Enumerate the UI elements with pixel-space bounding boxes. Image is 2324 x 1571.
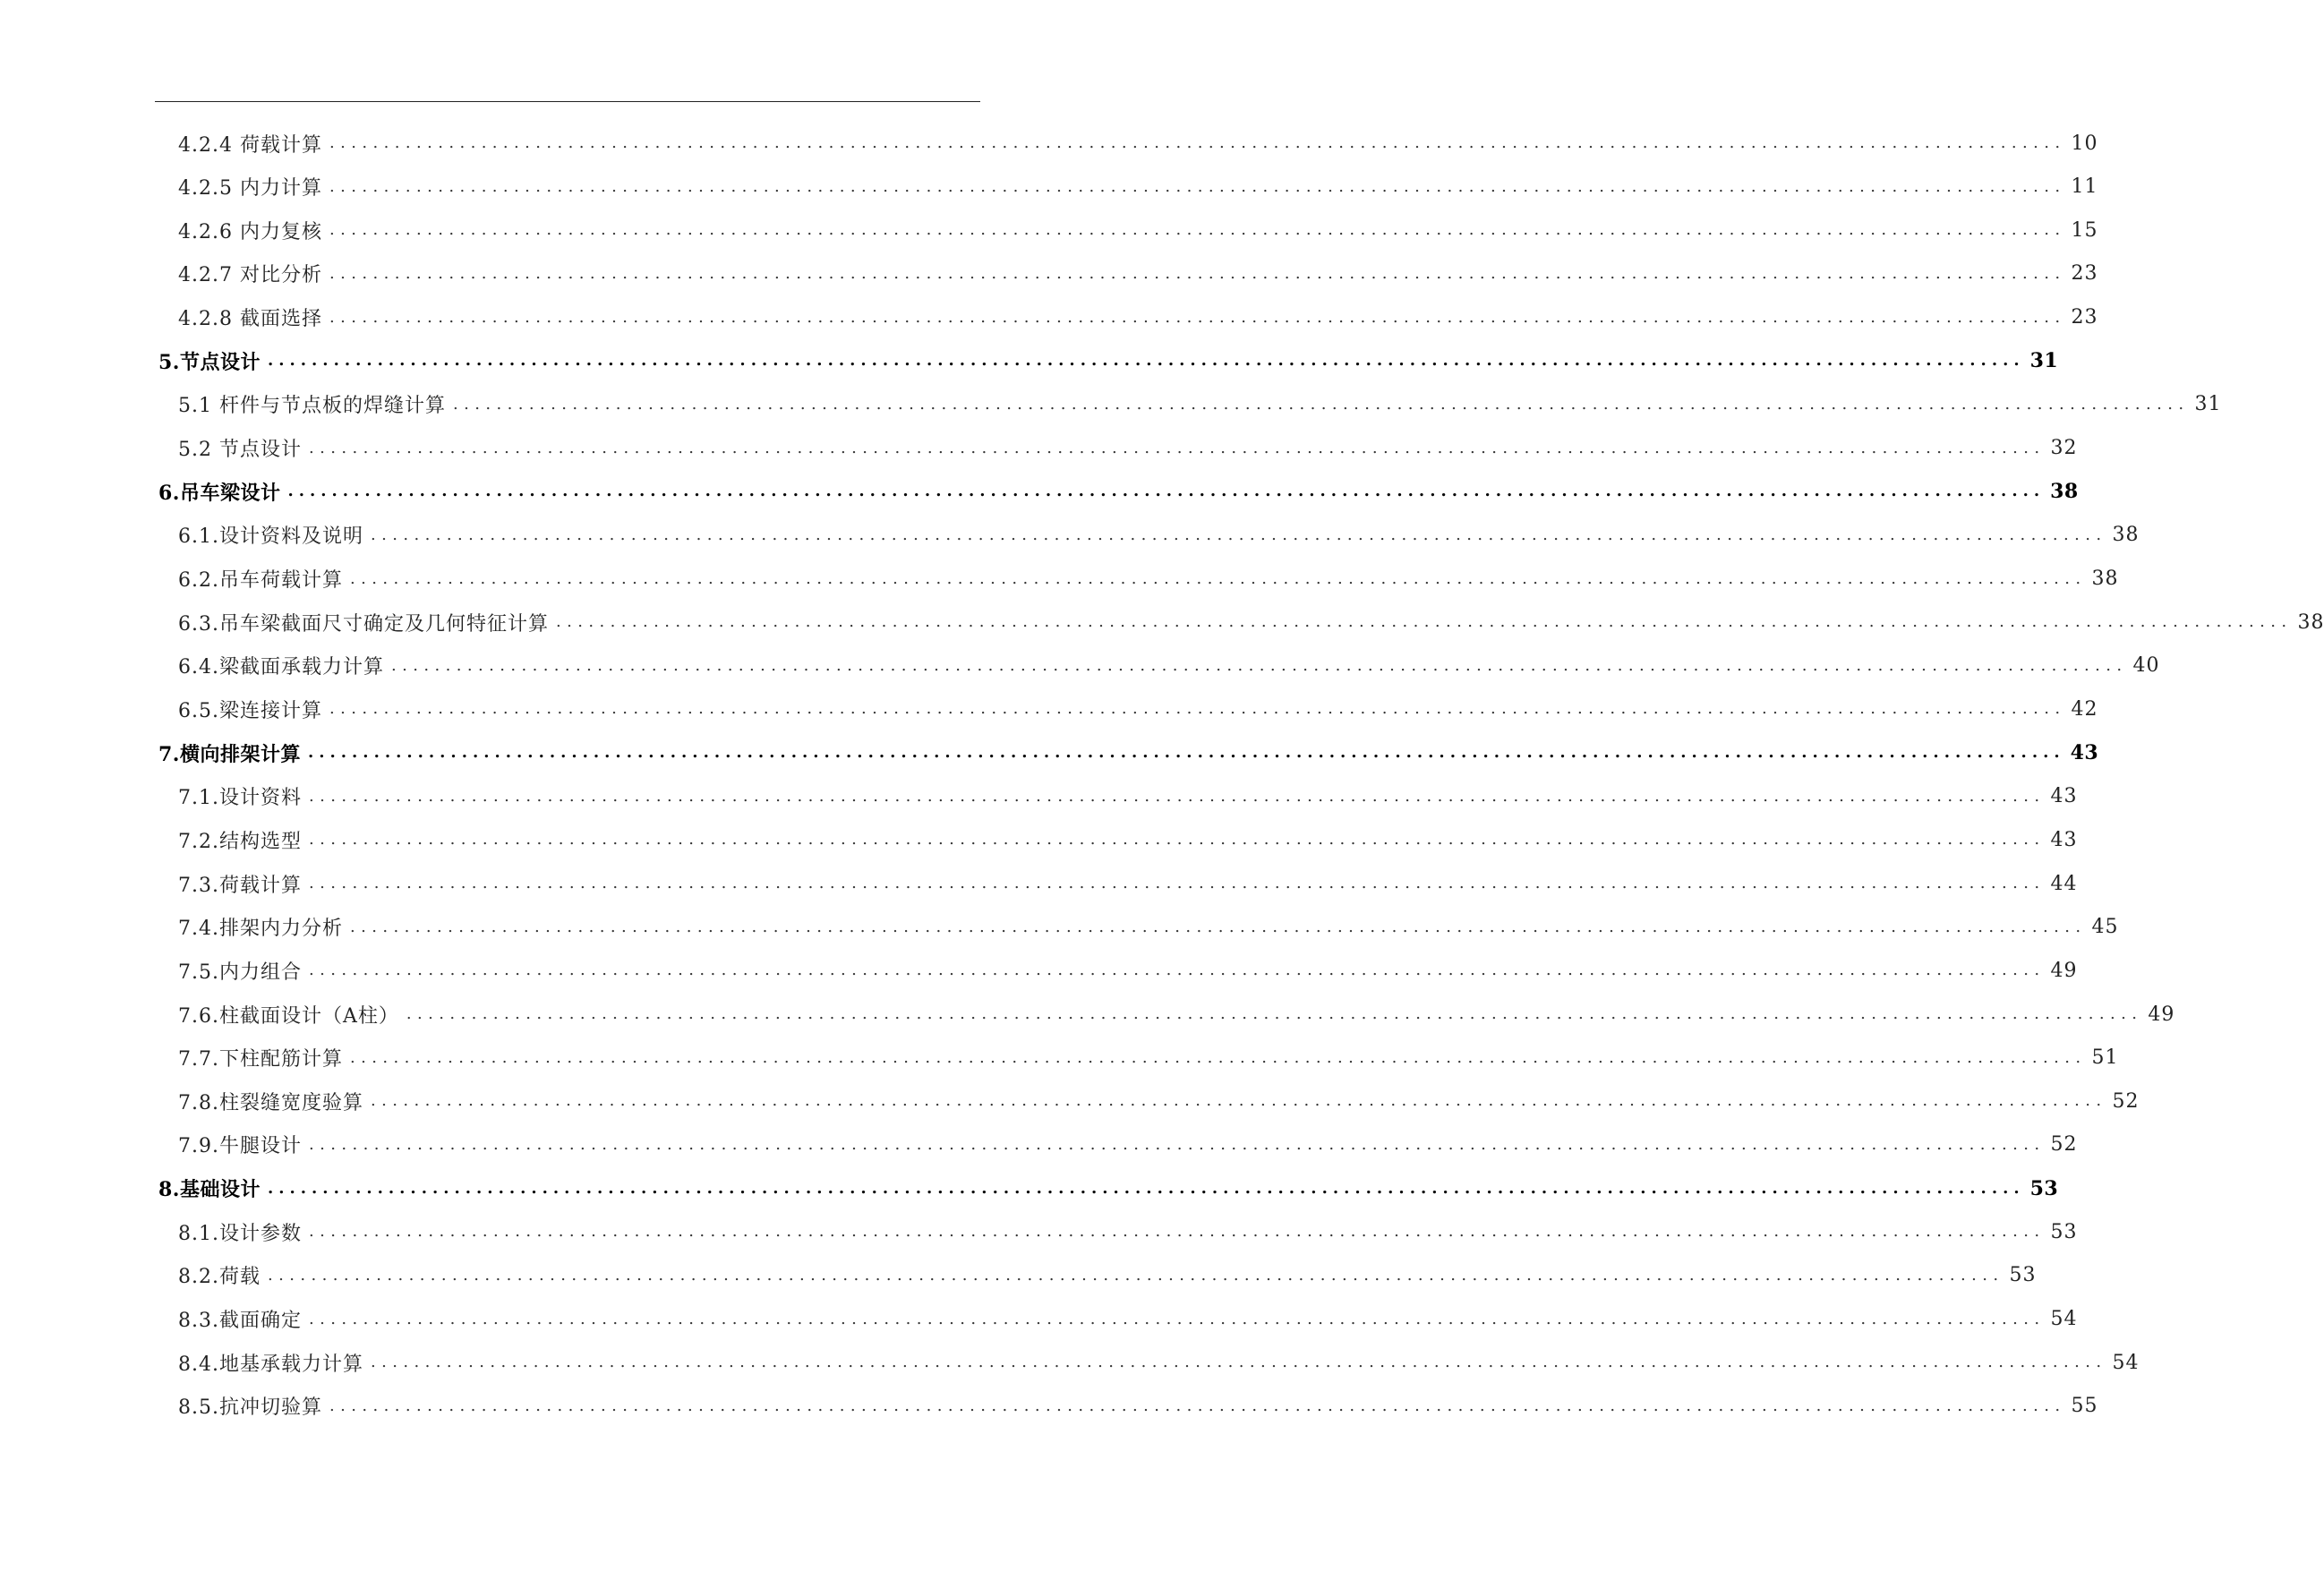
toc-entry-title: 6.2.吊车荷载计算: [178, 569, 343, 592]
toc-entry-title: 7.3.荷载计算: [178, 874, 302, 897]
toc-dot-leader: ................................................................................................................................................................: [287, 482, 2046, 501]
toc-entry-title: 6.3.吊车梁截面尺寸确定及几何特征计算: [178, 612, 549, 636]
toc-entry-title: 6.4.梁截面承载力计算: [178, 656, 384, 679]
toc-entry-title: 7.5.内力组合: [178, 961, 302, 984]
toc-page-number: 42: [2071, 697, 2098, 721]
toc-section-entry[interactable]: [0, 604, 2324, 640]
toc-section-entry[interactable]: [0, 1388, 2098, 1424]
toc-entry-title: 4.2.5 内力计算: [178, 177, 322, 201]
toc-dot-leader: ................................................................................................................................................................: [267, 351, 2025, 371]
toc-entry-title: 7.横向排架计算: [158, 742, 301, 766]
toc-dot-leader: ................................................................................................................................................................: [555, 612, 2293, 632]
toc-entry-title: 8.1.设计参数: [178, 1222, 302, 1245]
toc-dot-leader: ................................................................................................................................................................: [390, 655, 2128, 675]
toc-section-entry[interactable]: [0, 387, 2222, 423]
toc-page-number: 23: [2071, 262, 2098, 286]
toc-page-number: 43: [2070, 741, 2099, 765]
toc-entry-title: 8.基础设计: [158, 1178, 261, 1202]
toc-entry-title: 6.5.梁连接计算: [178, 699, 322, 722]
toc-dot-leader: ................................................................................................................................................................: [308, 1134, 2046, 1154]
toc-dot-leader: ................................................................................................................................................................: [308, 1222, 2046, 1242]
toc-dot-leader: ................................................................................................................................................................: [308, 830, 2046, 850]
toc-entry-title: 5.1 杆件与节点板的焊缝计算: [178, 395, 446, 418]
toc-section-entry[interactable]: [0, 1302, 2078, 1337]
toc-dot-leader: ................................................................................................................................................................: [308, 874, 2046, 893]
toc-page-number: 38: [2112, 524, 2140, 547]
toc-section-entry[interactable]: [0, 212, 2098, 248]
toc-entry-title: 6.吊车梁设计: [158, 481, 281, 505]
toc-page-number: 52: [2050, 1133, 2078, 1157]
toc-page-number: 10: [2071, 132, 2098, 155]
toc-page-number: 55: [2071, 1395, 2098, 1418]
toc-section-entry[interactable]: [0, 561, 2119, 597]
toc-page-number: 15: [2071, 218, 2098, 242]
toc-entry-title: 5.2 节点设计: [178, 439, 302, 462]
toc-section-entry[interactable]: [0, 1127, 2078, 1163]
toc-page-number: 53: [2029, 1176, 2059, 1200]
toc-entry-title: 8.4.地基承载力计算: [178, 1353, 363, 1376]
toc-page-number: 54: [2050, 1308, 2078, 1331]
toc-page-number: 40: [2132, 654, 2160, 678]
toc-entry-title: 8.2.荷载: [178, 1266, 261, 1289]
toc-page-number: 49: [2050, 959, 2078, 982]
toc-dot-leader: ................................................................................................................................................................: [308, 786, 2046, 806]
toc-dot-leader: ................................................................................................................................................................: [370, 1091, 2107, 1111]
toc-page-number: 38: [2050, 480, 2079, 504]
toc-page-number: 38: [2297, 610, 2324, 634]
toc-section-entry[interactable]: [0, 431, 2078, 466]
toc-section-entry[interactable]: [0, 1040, 2119, 1076]
toc-section-entry[interactable]: [0, 256, 2098, 292]
toc-section-entry[interactable]: [0, 300, 2098, 336]
toc-page-number: 44: [2050, 872, 2078, 895]
toc-entry-title: 8.3.截面确定: [178, 1310, 302, 1333]
toc-entry-title: 7.8.柱裂缝宽度验算: [178, 1091, 363, 1114]
toc-section-entry[interactable]: [0, 1345, 2140, 1380]
toc-entry-title: 7.9.牛腿设计: [178, 1135, 302, 1158]
toc-section-entry[interactable]: [0, 779, 2078, 815]
toc-entry-title: 4.2.4 荷载计算: [178, 133, 322, 157]
toc-page-number: 38: [2091, 568, 2119, 590]
toc-entry-title: 7.6.柱截面设计（A柱）: [178, 1004, 399, 1028]
toc-dot-leader: ................................................................................................................................................................: [329, 263, 2066, 283]
toc-dot-leader: ................................................................................................................................................................: [329, 220, 2066, 240]
toc-section-entry[interactable]: [0, 996, 2175, 1032]
toc-section-entry[interactable]: [0, 952, 2078, 988]
toc-page-number: 54: [2112, 1351, 2140, 1374]
toc-page-number: 49: [2148, 1003, 2175, 1026]
toc-chapter-entry[interactable]: [0, 474, 2079, 509]
toc-page-number: 43: [2050, 828, 2078, 851]
toc-dot-leader: ................................................................................................................................................................: [329, 307, 2066, 327]
toc-section-entry[interactable]: [0, 125, 2098, 161]
toc-dot-leader: ................................................................................................................................................................: [349, 1047, 2087, 1067]
toc-entry-title: 8.5.抗冲切验算: [178, 1396, 322, 1420]
toc-section-entry[interactable]: [0, 1258, 2037, 1294]
toc-dot-leader: ................................................................................................................................................................: [267, 1178, 2025, 1198]
toc-chapter-entry[interactable]: [0, 1171, 2059, 1207]
toc-section-entry[interactable]: [0, 866, 2078, 901]
toc-dot-leader: ................................................................................................................................................................: [349, 568, 2087, 588]
toc-dot-leader: ................................................................................................................................................................: [307, 743, 2065, 763]
toc-dot-leader: ................................................................................................................................................................: [308, 961, 2046, 980]
toc-section-entry[interactable]: [0, 691, 2098, 727]
toc-page-number: 52: [2112, 1089, 2140, 1113]
toc-dot-leader: ................................................................................................................................................................: [406, 1004, 2143, 1023]
toc-dot-leader: ................................................................................................................................................................: [452, 394, 2190, 414]
toc-dot-leader: ................................................................................................................................................................: [329, 1396, 2066, 1415]
toc-section-entry[interactable]: [0, 517, 2140, 553]
toc-page-number: 32: [2050, 437, 2078, 460]
toc-page-number: 31: [2194, 393, 2222, 416]
toc-dot-leader: ................................................................................................................................................................: [329, 176, 2066, 196]
toc-page-number: 45: [2091, 916, 2119, 939]
header-rule: [155, 101, 980, 102]
toc-section-entry[interactable]: [0, 1214, 2078, 1250]
toc-page-number: 53: [2009, 1264, 2037, 1287]
toc-entry-title: 4.2.8 截面选择: [178, 308, 322, 331]
toc-dot-leader: ................................................................................................................................................................: [267, 1265, 2004, 1285]
toc-dot-leader: ................................................................................................................................................................: [308, 1309, 2046, 1328]
toc-dot-leader: ................................................................................................................................................................: [349, 917, 2087, 936]
toc-dot-leader: ................................................................................................................................................................: [370, 1353, 2107, 1372]
toc-dot-leader: ................................................................................................................................................................: [370, 525, 2107, 544]
toc-page-number: 53: [2050, 1220, 2078, 1243]
toc-dot-leader: ................................................................................................................................................................: [308, 438, 2046, 457]
toc-page-number: 11: [2071, 175, 2098, 199]
toc-dot-leader: ................................................................................................................................................................: [329, 699, 2066, 719]
toc-entry-title: 7.4.排架内力分析: [178, 918, 343, 941]
toc-entry-title: 7.7.下柱配筋计算: [178, 1048, 343, 1072]
toc-section-entry[interactable]: [0, 1083, 2140, 1119]
toc-page-number: 31: [2029, 349, 2059, 373]
toc-page-number: 23: [2071, 306, 2098, 329]
toc-chapter-entry[interactable]: [0, 343, 2059, 379]
toc-entry-title: 7.2.结构选型: [178, 830, 302, 853]
toc-entry-title: 7.1.设计资料: [178, 787, 302, 810]
toc-section-entry[interactable]: [0, 169, 2098, 205]
toc-section-entry[interactable]: [0, 822, 2078, 858]
toc-page-number: 43: [2050, 785, 2078, 808]
toc-section-entry[interactable]: [0, 909, 2119, 945]
toc-chapter-entry[interactable]: [0, 735, 2099, 771]
toc-entry-title: 4.2.6 内力复核: [178, 220, 322, 243]
toc-entry-title: 5.节点设计: [158, 350, 261, 374]
toc-entry-title: 6.1.设计资料及说明: [178, 525, 363, 549]
toc-entry-title: 4.2.7 对比分析: [178, 264, 322, 287]
toc-dot-leader: ................................................................................................................................................................: [329, 133, 2066, 152]
toc-section-entry[interactable]: [0, 648, 2160, 684]
toc-page-number: 51: [2091, 1046, 2119, 1070]
